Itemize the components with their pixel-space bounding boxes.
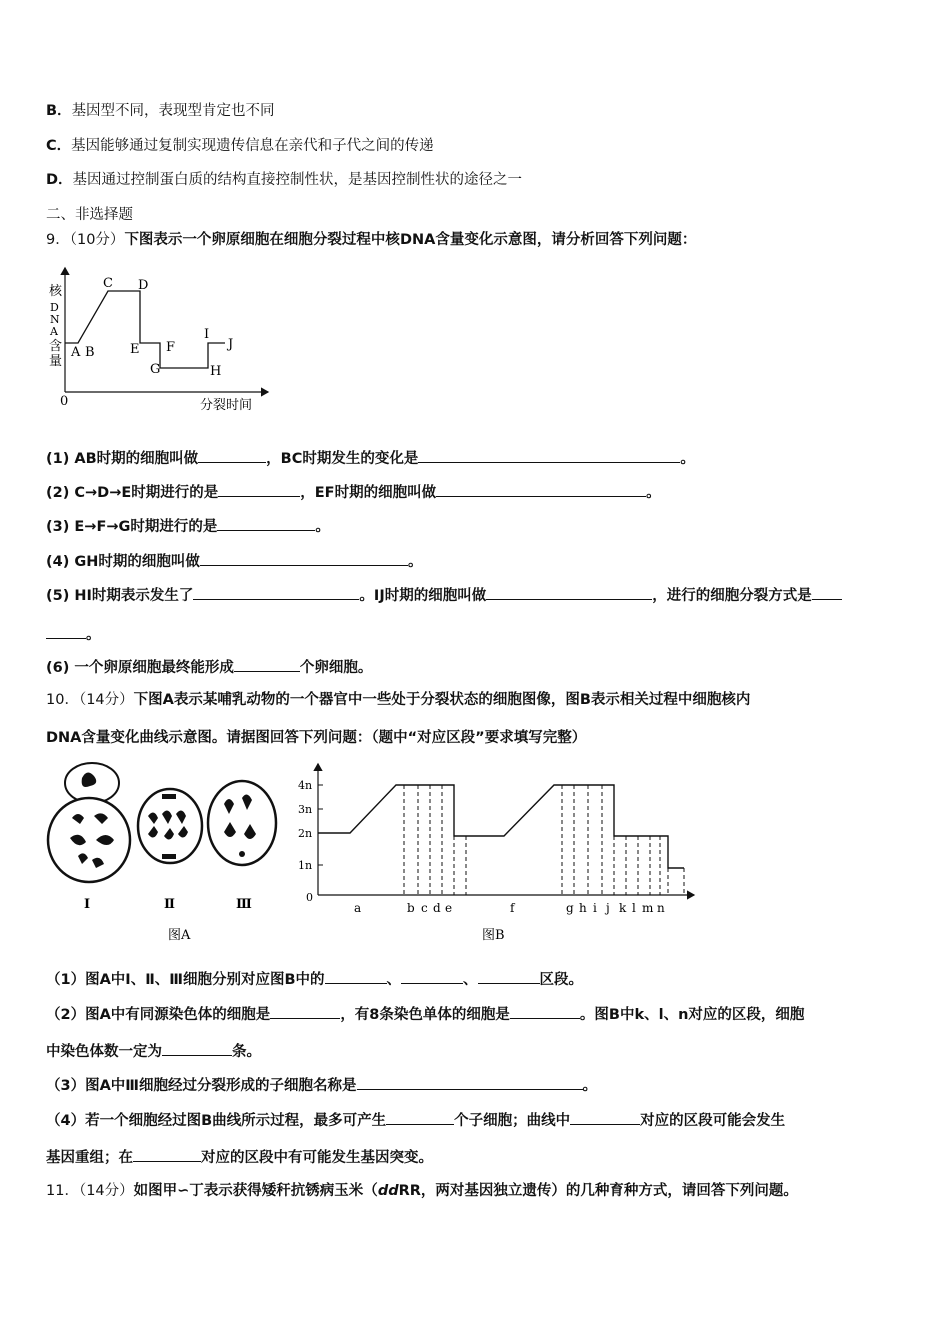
y-tick-label: 4n (298, 779, 313, 792)
answer-blank[interactable] (193, 585, 359, 600)
q9-p1-end: 。 (680, 451, 695, 467)
q9-p1-text: (1) AB时期的细胞叫做 (46, 451, 199, 467)
x-tick-label: l (632, 901, 636, 915)
q10-p1-sep: 、 (386, 972, 402, 988)
q10-figure-a (44, 758, 289, 948)
y-tick-label: 3n (298, 803, 313, 816)
answer-blank[interactable] (325, 969, 387, 984)
q11-stem-genotype: dd (377, 1183, 399, 1199)
answer-blank[interactable] (198, 448, 266, 463)
answer-blank[interactable] (234, 657, 300, 672)
q9-part-1 (46, 448, 695, 469)
q10-p2-text: ，有8条染色单体的细胞是 (340, 1007, 510, 1023)
q10-p2-end: 条。 (232, 1044, 261, 1060)
question-score: （14分） (78, 1183, 134, 1199)
question-number: 11． (46, 1183, 79, 1199)
q9-p2-text: ，EF时期的细胞叫做 (300, 485, 437, 501)
answer-blank[interactable] (386, 1110, 454, 1125)
x-tick-label: d (433, 901, 441, 915)
y-label-char: A (50, 325, 58, 338)
q9-p5-end: 。 (86, 627, 101, 643)
q9-dna-figure (40, 262, 280, 417)
q10-p3-end: 。 (582, 1078, 598, 1094)
q10-p1-sep: 、 (463, 972, 478, 988)
option-letter: D． (46, 172, 73, 188)
cell-2-image (138, 789, 202, 863)
x-tick-label: m (642, 901, 654, 915)
answer-blank[interactable] (812, 585, 842, 600)
dna-curve (318, 785, 684, 868)
answer-blank[interactable] (510, 1004, 580, 1019)
q8-option-c (46, 136, 434, 156)
cell-label-2: Ⅱ (164, 897, 175, 912)
y-label-char: N (50, 313, 60, 326)
option-text: 基因通过控制蛋白质的结构直接控制性状，是基因控制性状的途径之一 (72, 172, 523, 188)
q9-p2-end: 。 (646, 485, 661, 501)
q8-option-d (46, 170, 522, 190)
cell-label-3: Ⅲ (236, 897, 252, 912)
x-tick-label: g (566, 901, 574, 915)
q9-p6-end: 个卵细胞。 (299, 660, 373, 676)
q10-stem (46, 690, 750, 710)
q9-stem-text: 下图表示一个卵原细胞在细胞分裂过程中核 (124, 232, 400, 248)
question-score: （10分） (69, 232, 125, 248)
question-number: 9． (46, 232, 70, 248)
cell-3-image (208, 781, 276, 865)
y-label-char: D (50, 301, 59, 314)
point-label-f: F (166, 340, 176, 355)
y-tick-label: 2n (298, 827, 313, 840)
answer-blank[interactable] (162, 1041, 232, 1056)
q9-part-6 (46, 657, 372, 678)
q10-stem-cont: DNA含量变化曲线示意图。请据图回答下列问题：（题中“对应区段”要求填写完整） (46, 730, 587, 746)
q9-p2-text: (2) C→D→E时期进行的是 (46, 485, 219, 501)
q11-stem (46, 1181, 798, 1201)
cell-label-1: Ⅰ (84, 897, 91, 912)
y-label-char: 量 (49, 354, 63, 369)
figure-a-caption: 图A (168, 928, 191, 943)
q11-stem-text: 如图甲∽丁表示获得矮秆抗锈病玉米（ (133, 1183, 378, 1199)
answer-blank[interactable] (217, 516, 315, 531)
x-tick-label: a (354, 901, 362, 915)
answer-blank[interactable] (436, 482, 646, 497)
q10-part-3 (46, 1075, 597, 1096)
x-tick-label: f (510, 901, 515, 915)
option-letter: C． (46, 138, 72, 154)
x-tick-label: b (407, 901, 415, 915)
q10-p4-end: 对应的区段中有可能发生基因突变。 (201, 1150, 433, 1166)
y-label-char: 核 (49, 284, 63, 299)
answer-blank[interactable] (401, 969, 463, 984)
question-number: 10． (46, 692, 79, 708)
q10-part-2 (46, 1004, 804, 1025)
q9-p6-text: (6) 一个卵原细胞最终能形成 (46, 660, 234, 676)
q10-p2-text: 。图B中k、l、n对应的区段，细胞 (579, 1007, 805, 1023)
q10-p1-end: 区段。 (539, 972, 584, 988)
answer-blank[interactable] (46, 624, 86, 639)
q10-p3-text: （3）图A中Ⅲ细胞经过分裂形成的子细胞名称是 (46, 1078, 357, 1094)
q9-p4-end: 。 (407, 554, 423, 570)
point-label-b: B (85, 345, 95, 360)
answer-blank[interactable] (270, 1004, 340, 1019)
point-label-d: D (138, 278, 149, 293)
q9-p3-text: (3) E→F→G时期进行的是 (46, 519, 218, 535)
q10-part-4-cont (46, 1147, 433, 1168)
x-tick-label: i (593, 901, 597, 915)
figure-b-caption: 图B (482, 928, 505, 943)
q9-p5-text: 。IJ时期的细胞叫做 (359, 588, 487, 604)
point-label-h: H (210, 364, 222, 379)
q10-part-1 (46, 969, 583, 990)
option-text: 基因能够通过复制实现遗传信息在亲代和子代之间的传递 (71, 138, 434, 154)
x-tick-label: k (619, 901, 627, 915)
q10-part-4 (46, 1110, 785, 1131)
answer-blank[interactable] (570, 1110, 640, 1125)
answer-blank[interactable] (486, 585, 652, 600)
point-label-i: I (204, 327, 210, 342)
q9-p5-text: (5) HI时期表示发生了 (46, 588, 194, 604)
q10-p4-text: 个子细胞；曲线中 (454, 1113, 571, 1129)
q9-part-3 (46, 516, 330, 537)
origin-label: 0 (60, 394, 69, 409)
y-tick-label: 1n (298, 859, 313, 872)
q9-p4-text: (4) GH时期的细胞叫做 (46, 554, 200, 570)
point-label-e: E (130, 342, 140, 357)
answer-blank[interactable] (357, 1075, 583, 1090)
q9-part-5-cont (46, 624, 101, 645)
x-tick-label: n (657, 901, 665, 915)
q9-p3-end: 。 (315, 519, 330, 535)
q10-p4-text: 基因重组；在 (46, 1150, 133, 1166)
x-tick-label: c (421, 901, 428, 915)
q10-p4-text: （4）若一个细胞经过图B曲线所示过程，最多可产生 (46, 1113, 387, 1129)
q8-option-b (46, 101, 275, 121)
answer-blank[interactable] (478, 969, 540, 984)
q9-p5-text: ，进行的细胞分裂方式是 (652, 588, 812, 604)
x-tick-label: j (606, 901, 610, 915)
question-score: （14分） (78, 692, 134, 708)
q10-part-2-cont (46, 1041, 261, 1062)
answer-blank[interactable] (133, 1147, 201, 1162)
q11-stem-tail: RR，两对基因独立遗传）的几种育种方式，请回答下列问题。 (398, 1183, 798, 1199)
answer-blank[interactable] (200, 551, 408, 566)
q9-p1-text: ，BC时期发生的变化是 (266, 451, 419, 467)
x-tick-label: e (445, 901, 453, 915)
q9-stem-tail: 含量变化示意图，请分析回答下列问题： (435, 232, 697, 248)
x-axis-label: 分裂时间 (200, 398, 253, 413)
q10-p2-text: （2）图A中有同源染色体的细胞是 (46, 1007, 271, 1023)
q10-figure-b (292, 758, 702, 948)
q10-stem-text: 下图A表示某哺乳动物的一个器官中一些处于分裂状态的细胞图像，图B表示相关过程中细胞核内 (133, 692, 751, 708)
section-title: 二、非选择题 (46, 207, 133, 223)
point-label-g: G (150, 362, 161, 377)
point-label-j: J (228, 337, 234, 352)
q10-p1-text: （1）图A中Ⅰ、Ⅱ、Ⅲ细胞分别对应图B中的 (46, 972, 325, 988)
origin-label: 0 (306, 891, 313, 904)
q9-part-5 (46, 585, 842, 606)
q9-stem (46, 230, 696, 250)
q9-part-2 (46, 482, 661, 503)
cell-1-image (48, 763, 130, 882)
answer-blank[interactable] (218, 482, 300, 497)
q9-stem-dna: DNA (399, 232, 436, 248)
point-label-c: C (103, 276, 113, 291)
answer-blank[interactable] (418, 448, 680, 463)
option-letter: B． (46, 103, 72, 119)
option-text: 基因型不同，表现型肯定也不同 (71, 103, 275, 119)
y-label-char: 含 (49, 339, 63, 354)
q9-part-4 (46, 551, 422, 572)
q10-p4-text: 对应的区段可能会发生 (640, 1113, 786, 1129)
x-tick-label: h (579, 901, 587, 915)
point-label-a: A (71, 345, 81, 360)
q10-p2-text: 中染色体数一定为 (46, 1044, 162, 1060)
